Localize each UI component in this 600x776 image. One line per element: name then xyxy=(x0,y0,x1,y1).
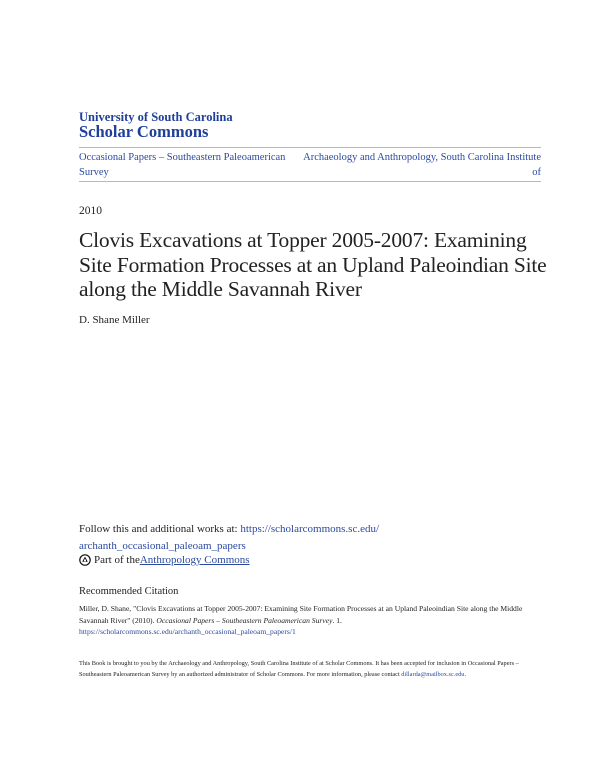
follow-url-part1[interactable]: https://scholarcommons.sc.edu/ xyxy=(240,523,380,535)
contact-email-link[interactable]: dillarda@mailbox.sc.edu xyxy=(401,670,465,678)
repository-link[interactable]: Scholar Commons xyxy=(79,122,209,141)
footnote-text: This Book is brought to you by the Archaeology and Anthropology, South Carolina Institute of at Scholar Commons. It has been accepted for inclusion in Occasional Papers – Southeastern Paleoamerican Survey by an authorized administrator of Scholar Commons. For more information, please contact xyxy=(79,660,519,678)
recommended-citation-heading: Recommended Citation xyxy=(79,586,179,597)
citation-url[interactable]: https://scholarcommons.sc.edu/archanth_occasional_paleoam_papers/1 xyxy=(79,627,296,636)
footnote xyxy=(79,659,541,680)
divider-bottom xyxy=(79,181,541,182)
document-title: Clovis Excavations at Topper 2005-2007: Examining Site Formation Processes at an Upland Paleoindian Site along the Middle Savannah River xyxy=(79,228,547,301)
citation-series: Occasional Papers – Southeastern Paleoamerican Survey xyxy=(156,615,333,625)
institution-link[interactable]: University of South Carolina xyxy=(79,110,233,124)
anthropology-commons-link[interactable]: Anthropology Commons xyxy=(139,554,250,566)
series-link-right[interactable]: Archaeology and Anthropology, South Carolina Institute of xyxy=(303,152,541,178)
author-name: D. Shane Miller xyxy=(79,314,150,326)
series-link-left[interactable]: Occasional Papers – Southeastern Paleoamerican Survey xyxy=(79,152,286,178)
citation-end: . 1. xyxy=(332,615,342,625)
divider-top xyxy=(79,147,541,148)
citation-text xyxy=(79,603,541,638)
part-of-prefix: Part of the xyxy=(94,554,140,566)
footnote-end: . xyxy=(464,670,467,678)
follow-prefix: Follow this and additional works at: xyxy=(79,523,241,535)
follow-section xyxy=(79,521,549,555)
follow-url-part2[interactable]: archanth_occasional_paleoam_papers xyxy=(79,540,246,552)
publication-year: 2010 xyxy=(79,205,102,217)
creative-commons-icon xyxy=(79,554,91,566)
citation-body: Miller, D. Shane, "Clovis Excavations at Topper 2005-2007: Examining Site Formation Processes at an Upland Paleoindian Site along the Middle Savannah River" (2010). xyxy=(79,604,523,625)
part-of-row xyxy=(79,552,250,568)
